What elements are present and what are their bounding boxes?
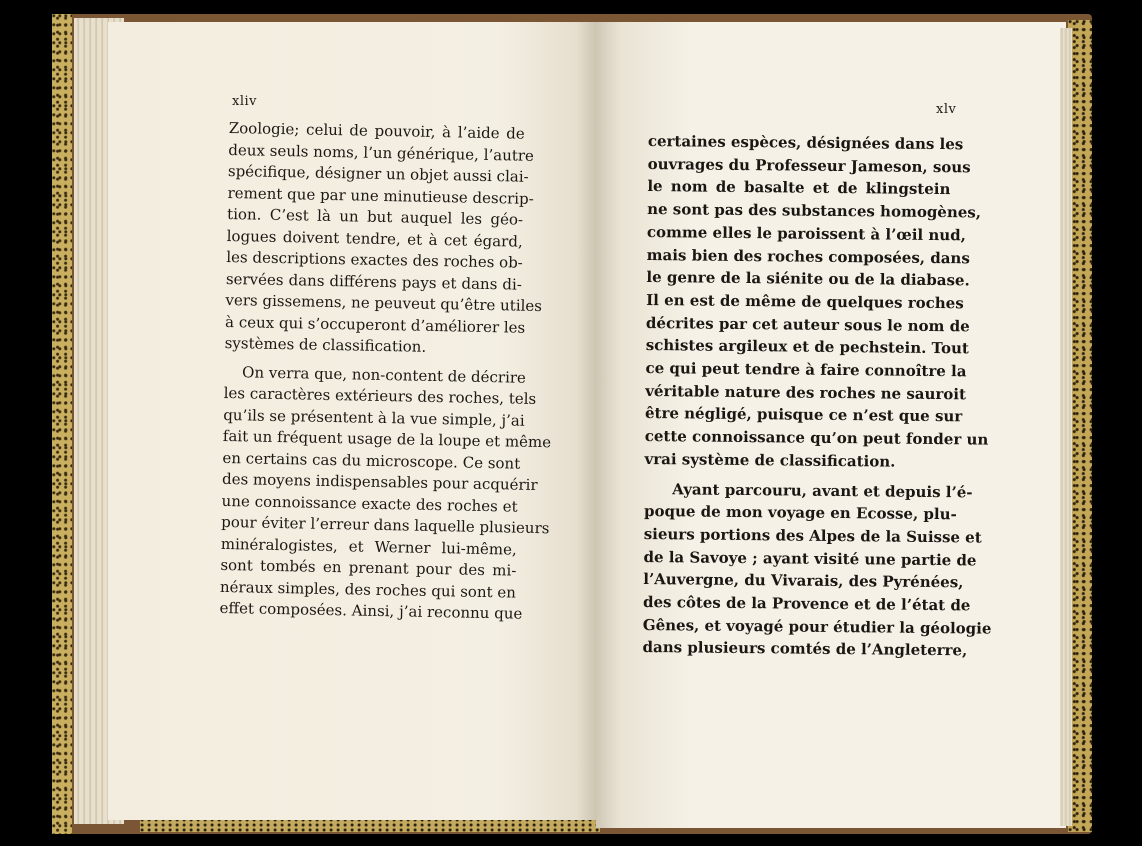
text-line: décrites par cet auteur sous le nom de (645, 313, 970, 336)
text-line: ouvrages du Professeur Jameson, sous (647, 154, 971, 177)
text-line: Zoologie; celui de pouvoir, à l’aide de (228, 118, 525, 143)
text-line: en certains cas du microscope. Ce sont (222, 448, 521, 473)
text-line: sieurs portions des Alpes de la Suisse et (643, 524, 982, 547)
left-page-text (219, 118, 552, 625)
text-line: comme elles le paroissent à l’œil nud, (646, 222, 966, 245)
text-line: fait un fréquent usage de la loupe et même (222, 426, 552, 452)
text-line: qu’ils se présentent à la vue simple, j’ai (223, 405, 525, 430)
text-line: vrai système de classification. (644, 449, 896, 471)
text-line: tion. C’est là un but auquel les géo- (226, 204, 524, 229)
text-line: de la Savoye ; ayant visité une partie de (643, 547, 977, 570)
text-line: servées dans différens pays et dans di- (225, 269, 523, 294)
text-line: Il en est de même de quelques roches (646, 290, 964, 313)
text-line: les caractères extérieurs des roches, tels (223, 383, 537, 408)
text-line: spécifique, désigner un objet aussi clai- (227, 161, 529, 186)
page-number-right: xlv (936, 102, 957, 117)
text-line: deux seuls noms, l’un générique, l’autre (228, 140, 535, 165)
text-line: les descriptions exactes des roches ob- (226, 247, 524, 272)
text-line: pour éviter l’erreur dans laquelle plusieurs (221, 512, 550, 538)
text-line: des moyens indispensables pour acquérir (221, 469, 538, 494)
page-number-left: xliv (232, 94, 257, 109)
text-line: ne sont pas des substances homogènes, (647, 200, 982, 222)
text-line: le nom de basalte et de klingstein (647, 177, 951, 199)
text-line: à ceux qui s’occuperont d’améliorer les (224, 312, 526, 337)
page-edges-right (1060, 28, 1072, 826)
text-line: logues doivent tendre, et à cet égard, (226, 226, 523, 251)
text-line: Ayant parcouru, avant et depuis l’é- (672, 479, 973, 501)
marbled-edge-left (52, 14, 72, 834)
text-line: néraux simples, des roches qui sont en (219, 577, 517, 602)
text-line: systèmes de classification. (224, 333, 427, 356)
text-line: vers gissemens, ne peuveut qu’être utiles (225, 290, 543, 316)
text-line: l’Auvergne, du Vivarais, des Pyrénées, (643, 570, 964, 592)
text-line: une connoissance exacte des roches et (221, 491, 518, 516)
text-line: rement que par une minutieuse descrip- (227, 183, 534, 208)
text-line: être négligé, puisque ce n’est que sur (644, 404, 963, 426)
right-page-text (642, 130, 992, 662)
text-line: minéralogistes, et Werner lui-même, (220, 534, 517, 559)
text-line: dans plusieurs comtés de l’Angleterre, (642, 638, 968, 660)
text-line: le genre de la siénite ou de la diabase. (646, 268, 970, 290)
text-line: effet composées. Ainsi, j’ai reconnu que (219, 598, 523, 623)
text-line: des côtes de la Provence et de l’état de (642, 593, 971, 615)
text-line: schistes argileux et de pechstein. Tout (645, 336, 969, 358)
text-line: sont tombés en prenant pour des mi- (220, 555, 517, 580)
text-line: Gênes, et voyagé pour étudier la géologie (642, 615, 992, 638)
text-line: véritable nature des roches ne sauroit (645, 381, 967, 404)
text-line: ce qui peut tendre à faire connoître la (645, 359, 967, 381)
text-line: mais bien des roches composées, dans (646, 245, 970, 267)
text-line: On verra que, non-content de décrire (241, 362, 527, 387)
text-line: certaines espèces, désignées dans les (647, 131, 964, 154)
text-line: cette connoissance qu’on peut fonder un (644, 427, 989, 449)
marbled-edge-bottom (140, 818, 600, 832)
text-line: poque de mon voyage en Ecosse, plu- (643, 502, 957, 524)
